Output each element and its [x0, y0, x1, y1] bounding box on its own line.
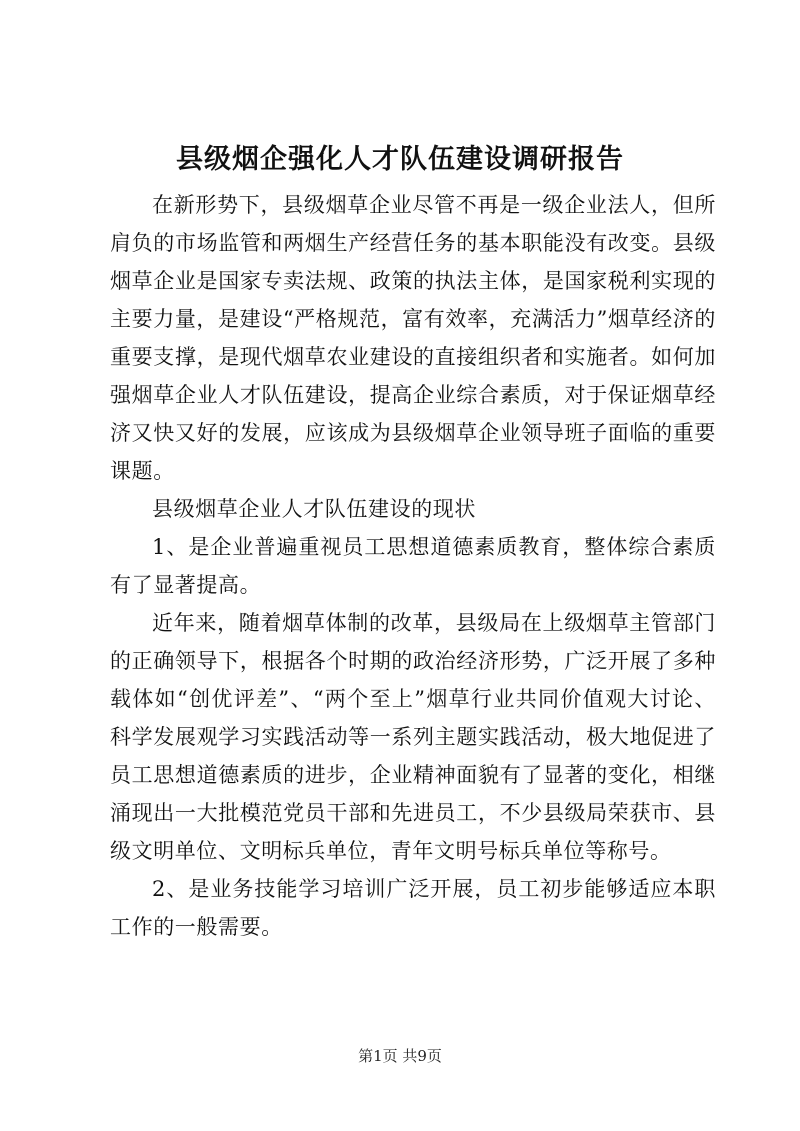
page-number-footer: 第1页 共9页: [358, 1047, 442, 1065]
section-heading-status: 县级烟草企业人才队伍建设的现状: [152, 497, 476, 521]
paragraph-point-1: 1、是企业普遍重视员工思想道德素质教育，整体综合素质有了显著提高。: [110, 535, 716, 597]
document-body: [110, 186, 716, 946]
paragraph-point-2: 2、是业务技能学习培训广泛开展，员工初步能够适应本职工作的一般需要。: [110, 877, 716, 939]
paragraph-intro: 在新形势下，县级烟草企业尽管不再是一级企业法人，但所肩负的市场监管和两烟生产经营任务的基本职能没有改变。县级烟草企业是国家专卖法规、政策的执法主体，是国家税利实现的主要力量，是建设“严格规范，富有效率，充满活力”烟草经济的重要支撑，是现代烟草农业建设的直接组织者和实施者。如何加强烟草企业人才队伍建设，提高企业综合素质，对于保证烟草经济又快又好的发展，应该成为县级烟草企业领导班子面临的重要课题。: [110, 193, 716, 483]
document-title: 县级烟企强化人才队伍建设调研报告: [176, 144, 624, 175]
paragraph-recent-years: 近年来，随着烟草体制的改革，县级局在上级烟草主管部门的正确领导下，根据各个时期的政治经济形势，广泛开展了多种载体如“创优评差”、“两个至上”烟草行业共同价值观大讨论、科学发展观学习实践活动等一系列主题实践活动，极大地促进了员工思想道德素质的进步，企业精神面貌有了显著的变化，相继涌现出一大批模范党员干部和先进员工，不少县级局荣获市、县级文明单位、文明标兵单位，青年文明号标兵单位等称号。: [110, 611, 716, 863]
